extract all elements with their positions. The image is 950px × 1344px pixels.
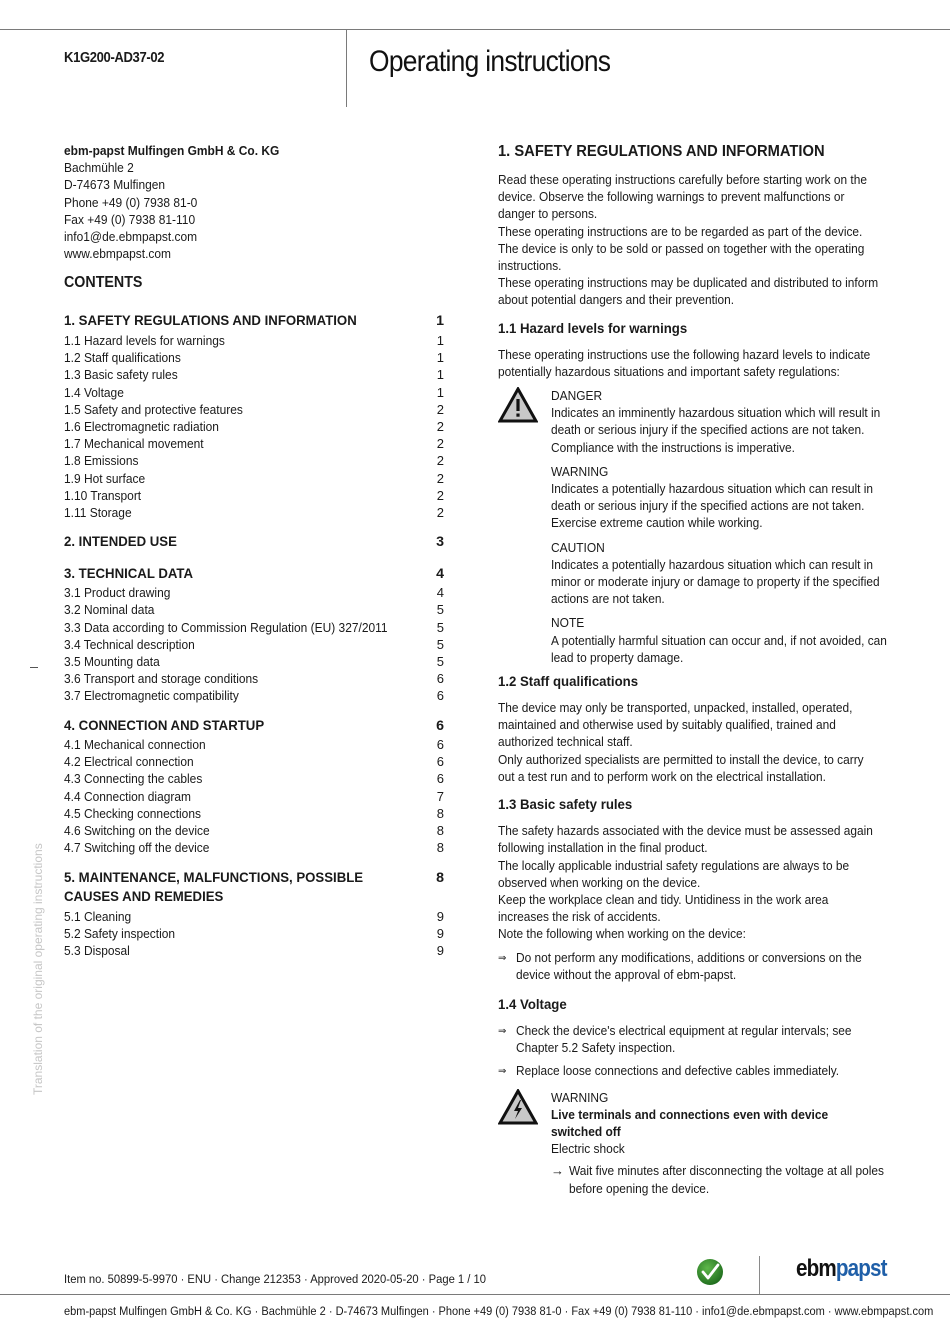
toc-page-number: 2 — [436, 418, 444, 434]
section-1-3-text — [498, 822, 893, 942]
toc-item[interactable] — [64, 401, 444, 418]
toc-item-label: 3.5 Mounting data — [64, 653, 160, 669]
toc-item[interactable] — [64, 908, 444, 925]
text-line: observed when working on the device. — [498, 874, 701, 890]
toc-item-label: 4.3 Connecting the cables — [64, 771, 203, 787]
warning-triangle-icon — [498, 387, 538, 423]
text-line: The safety hazards associated with the device must be assessed again — [498, 823, 873, 839]
toc-item[interactable] — [64, 487, 444, 504]
bullet-line: Replace loose connections and defective cables immediately. — [516, 1063, 840, 1079]
section-1-2-heading: 1.2 Staff qualifications — [498, 674, 639, 691]
toc-page-number: 2 — [436, 453, 444, 469]
toc-section — [64, 565, 444, 705]
toc-item[interactable] — [64, 736, 444, 753]
footer-rule — [0, 1294, 950, 1295]
toc-item[interactable] — [64, 942, 444, 959]
toc-page-number: 1 — [436, 384, 444, 400]
voltage-warning-action — [551, 1162, 893, 1196]
text-line: These operating instructions may be duplicated and distributed to inform — [498, 275, 879, 291]
text-line: authorized technical staff. — [498, 734, 633, 750]
section-1-3-heading: 1.3 Basic safety rules — [498, 797, 633, 814]
toc-section — [64, 717, 444, 857]
voltage-warning-bold-1: Live terminals and connections even with device — [551, 1106, 829, 1122]
toc-page-number: 9 — [436, 908, 444, 924]
toc-page-number: 2 — [436, 504, 444, 520]
toc-item-label: 5.1 Cleaning — [64, 908, 132, 924]
toc-item[interactable] — [64, 366, 444, 383]
toc-item-label: 3.2 Nominal data — [64, 602, 155, 618]
toc-item[interactable] — [64, 687, 444, 704]
toc-page-number: 6 — [436, 771, 444, 787]
text-line: out a test run and to perform work on the electrical installation. — [498, 768, 826, 784]
toc-item[interactable] — [64, 332, 444, 349]
toc-page-number: 2 — [436, 487, 444, 503]
text-line: following installation in the final product. — [498, 840, 708, 856]
hazard-level-label: DANGER — [551, 388, 603, 404]
toc-page-number: 3 — [436, 534, 444, 551]
toc-page-number: 1 — [436, 367, 444, 383]
section-1-2-text — [498, 699, 893, 785]
toc-item-label: 1.9 Hot surface — [64, 470, 146, 486]
hazard-level-label: CAUTION — [551, 539, 605, 555]
toc-page-number: 6 — [436, 671, 444, 687]
section-1-1-text — [498, 346, 893, 380]
toc-item-label: 3.3 Data according to Commission Regulation (EU) 327/2011 — [64, 619, 388, 635]
text-line: maintained and otherwise used by suitably qualified, trained and — [498, 717, 836, 733]
voltage-warning-bold-2: switched off — [551, 1123, 621, 1139]
toc-item[interactable] — [64, 822, 444, 839]
company-name: ebm-papst Mulfingen GmbH & Co. KG — [64, 143, 280, 158]
text-line: Read these operating instructions carefully before starting work on the — [498, 172, 867, 187]
hazard-description-line: Exercise extreme caution while working. — [551, 515, 763, 531]
toc-page-number: 5 — [436, 619, 444, 635]
text-line: These operating instructions use the following hazard levels to indicate — [498, 346, 871, 362]
action-line: before opening the device. — [569, 1180, 710, 1196]
hazard-danger — [551, 387, 893, 456]
toc-section-heading[interactable] — [64, 312, 444, 332]
logo-divider — [759, 1256, 760, 1294]
toc-item[interactable] — [64, 788, 444, 805]
toc-page-number: 2 — [436, 470, 444, 486]
toc-item[interactable] — [64, 805, 444, 822]
bullet-item — [498, 1062, 893, 1079]
toc-section — [64, 869, 444, 960]
action-line: Wait five minutes after disconnecting the voltage at all poles — [569, 1163, 884, 1179]
toc-item-label: 3.6 Transport and storage conditions — [64, 671, 259, 687]
company-phone: Phone +49 (0) 7938 81-0 — [64, 194, 198, 210]
toc-page-number: 2 — [436, 436, 444, 452]
toc-item[interactable] — [64, 601, 444, 618]
contents-heading: CONTENTS — [64, 274, 143, 292]
toc-item-label: 1.7 Mechanical movement — [64, 436, 204, 452]
toc-page-number: 1 — [436, 332, 444, 348]
text-line: Note the following when working on the device: — [498, 926, 746, 942]
text-line: about potential dangers and their prevention. — [498, 292, 735, 308]
voltage-warning — [498, 1089, 893, 1197]
bullet-line: Do not perform any modifications, additions or conversions on the — [516, 949, 862, 965]
toc-item[interactable] — [64, 770, 444, 787]
hazard-list — [551, 387, 893, 666]
toc-item-label: 1.5 Safety and protective features — [64, 401, 243, 417]
toc-item-label: 4.5 Checking connections — [64, 805, 201, 821]
toc-item[interactable] — [64, 619, 444, 636]
toc-section-heading[interactable] — [64, 565, 444, 585]
table-of-contents — [64, 312, 444, 959]
logo-part-papst: papst — [835, 1255, 887, 1282]
toc-item[interactable] — [64, 653, 444, 670]
section-1-text — [498, 171, 893, 309]
hazard-description-line: Indicates an imminently hazardous situation which will result in — [551, 405, 881, 421]
section-1-4-bullets — [498, 1022, 893, 1080]
toc-page-number: 8 — [436, 869, 444, 886]
text-line: Only authorized specialists are permitted to install the device, to carry — [498, 751, 864, 767]
toc-page-number: 4 — [436, 585, 444, 601]
bullet-item — [498, 949, 893, 983]
hazard-description-line: lead to property damage. — [551, 649, 684, 665]
hazard-caution — [551, 539, 893, 608]
logo-part-ebm: ebm — [796, 1255, 836, 1282]
toc-item-label: 1.6 Electromagnetic radiation — [64, 418, 219, 434]
text-line: potentially hazardous situations and important safety regulations: — [498, 363, 840, 379]
toc-page-number: 5 — [436, 602, 444, 618]
toc-page-number: 8 — [436, 805, 444, 821]
ebmpapst-logo — [796, 1255, 887, 1283]
toc-item-label: 1.4 Voltage — [64, 384, 124, 400]
toc-section-heading[interactable] — [64, 869, 444, 889]
double-arrow-icon: ⇒ — [498, 1066, 507, 1078]
bullet-line: Check the device's electrical equipment at regular intervals; see — [516, 1022, 852, 1038]
toc-page-number: 6 — [436, 737, 444, 753]
document-code: K1G200-AD37-02 — [64, 50, 165, 66]
company-fax: Fax +49 (0) 7938 81-110 — [64, 211, 196, 227]
toc-item-label: 4.7 Switching off the device — [64, 840, 210, 856]
footer-item-info: Item no. 50899-5-9970 · ENU · Change 212353 · Approved 2020-05-20 · Page 1 / 10 — [64, 1272, 486, 1286]
voltage-warning-level: WARNING — [551, 1089, 609, 1105]
toc-section — [64, 312, 444, 521]
toc-item[interactable] — [64, 504, 444, 521]
hazard-description-line: actions are not taken. — [551, 591, 665, 607]
toc-page-number: 7 — [436, 788, 444, 804]
toc-page-number: 5 — [436, 653, 444, 669]
section-1-3-bullets — [498, 949, 893, 983]
toc-item[interactable] — [64, 636, 444, 653]
hazard-description-line: Indicates a potentially hazardous situation which can result in — [551, 556, 874, 572]
double-arrow-icon: ⇒ — [498, 952, 507, 964]
toc-item[interactable] — [64, 418, 444, 435]
toc-item-label: 3.4 Technical description — [64, 636, 195, 652]
text-line: These operating instructions are to be regarded as part of the device. — [498, 223, 863, 239]
toc-page-number: 6 — [436, 754, 444, 770]
toc-item-label: 1.3 Basic safety rules — [64, 367, 178, 383]
text-line: increases the risk of accidents. — [498, 909, 661, 925]
toc-item-label: 4.2 Electrical connection — [64, 754, 194, 770]
footer-address: ebm-papst Mulfingen GmbH & Co. KG · Bachmühle 2 · D-74673 Mulfingen · Phone +49 (0) 7938 81-0 · Fax +49 (0) 7938 81-110 · info1@de.ebmpapst.com · www.ebmpapst.com — [64, 1304, 934, 1318]
hazard-description-line: Indicates a potentially hazardous situation which can result in — [551, 481, 874, 497]
toc-item-label: 4.1 Mechanical connection — [64, 737, 206, 753]
toc-section-heading-cont[interactable] — [64, 888, 444, 908]
toc-section-title: 4. CONNECTION AND STARTUP — [64, 717, 265, 734]
toc-item-label: 1.8 Emissions — [64, 453, 139, 469]
bullet-line: Chapter 5.2 Safety inspection. — [516, 1040, 676, 1056]
toc-section-title: 3. TECHNICAL DATA — [64, 565, 194, 582]
toc-item[interactable] — [64, 349, 444, 366]
header-rule — [0, 29, 950, 30]
toc-page-number: 4 — [436, 565, 444, 582]
right-column — [498, 142, 893, 1197]
toc-section-title: 1. SAFETY REGULATIONS AND INFORMATION — [64, 313, 357, 330]
toc-item-label: 3.1 Product drawing — [64, 585, 171, 601]
toc-section-title: CAUSES AND REMEDIES — [64, 889, 224, 905]
toc-item[interactable] — [64, 670, 444, 687]
toc-item-label: 3.7 Electromagnetic compatibility — [64, 688, 239, 704]
toc-item[interactable] — [64, 435, 444, 452]
toc-page-number: 1 — [436, 350, 444, 366]
text-line: instructions. — [498, 258, 562, 274]
toc-item-label: 1.1 Hazard levels for warnings — [64, 332, 225, 348]
section-1-heading: 1. SAFETY REGULATIONS AND INFORMATION — [498, 143, 825, 160]
toc-item[interactable] — [64, 839, 444, 856]
bullet-line: device without the approval of ebm-papst. — [516, 966, 737, 982]
text-line: The device is only to be sold or passed on together with the operating — [498, 240, 865, 256]
hazard-description-line: Compliance with the instructions is imperative. — [551, 439, 795, 455]
bullet-item — [498, 1022, 893, 1056]
text-line: Keep the workplace clean and tidy. Untidiness in the work area — [498, 891, 829, 907]
electric-shock-icon — [498, 1089, 538, 1125]
translation-note: Translation of the original operating instructions — [31, 843, 45, 1095]
document-title: Operating instructions — [369, 45, 611, 78]
left-column — [64, 142, 444, 971]
hazard-description-line: minor or moderate injury or damage to property if the specified — [551, 574, 880, 590]
section-1-4-heading: 1.4 Voltage — [498, 996, 567, 1013]
right-arrow-icon: → — [551, 1163, 564, 1179]
toc-section-heading[interactable] — [64, 717, 444, 737]
hazard-warning — [551, 463, 893, 532]
toc-item[interactable] — [64, 753, 444, 770]
toc-section-title: 2. INTENDED USE — [64, 534, 177, 551]
toc-item-label: 4.6 Switching on the device — [64, 823, 210, 839]
double-arrow-icon: ⇒ — [498, 1025, 507, 1037]
toc-item-label: 5.3 Disposal — [64, 942, 130, 958]
toc-item[interactable] — [64, 925, 444, 942]
toc-page-number: 6 — [436, 688, 444, 704]
greentech-badge-icon — [696, 1258, 724, 1286]
section-1-1-heading: 1.1 Hazard levels for warnings — [498, 320, 688, 337]
toc-page-number: 1 — [436, 313, 444, 330]
text-line: The device may only be transported, unpacked, installed, operated, — [498, 700, 853, 716]
text-line: device. Observe the following warnings to prevent malfunctions or — [498, 189, 845, 205]
toc-page-spacer — [430, 888, 444, 908]
toc-item-label: 1.11 Storage — [64, 504, 132, 520]
hazard-note — [551, 614, 893, 666]
text-line: danger to persons. — [498, 206, 598, 222]
text-line: The locally applicable industrial safety regulations are always to be — [498, 857, 850, 873]
toc-page-number: 8 — [436, 840, 444, 856]
company-street: Bachmühle 2 — [64, 160, 134, 176]
hazard-description-line: A potentially harmful situation can occur and, if not avoided, can — [551, 632, 887, 648]
hazard-description-line: death or serious injury if the specified actions are not taken. — [551, 422, 865, 438]
company-city: D-74673 Mulfingen — [64, 177, 166, 193]
toc-item-label: 4.4 Connection diagram — [64, 788, 191, 804]
toc-page-number: 9 — [436, 925, 444, 941]
toc-page-number: 5 — [436, 636, 444, 652]
toc-page-number: 6 — [436, 717, 444, 734]
hazard-level-label: NOTE — [551, 615, 585, 631]
company-address — [64, 142, 444, 262]
hazard-level-label: WARNING — [551, 463, 609, 479]
toc-page-number: 9 — [436, 942, 444, 958]
toc-item[interactable] — [64, 584, 444, 601]
toc-section — [64, 533, 444, 553]
toc-item[interactable] — [64, 452, 444, 469]
hazard-levels — [498, 387, 893, 666]
header-divider — [346, 29, 347, 107]
toc-item-label: 1.10 Transport — [64, 487, 142, 503]
toc-item-label: 5.2 Safety inspection — [64, 925, 176, 941]
toc-page-number: 8 — [436, 823, 444, 839]
toc-page-number: 2 — [436, 401, 444, 417]
toc-item[interactable] — [64, 470, 444, 487]
toc-item[interactable] — [64, 384, 444, 401]
toc-section-heading[interactable] — [64, 533, 444, 553]
toc-item-label: 1.2 Staff qualifications — [64, 350, 181, 366]
toc-section-title: 5. MAINTENANCE, MALFUNCTIONS, POSSIBLE — [64, 869, 364, 886]
voltage-warning-consequence: Electric shock — [551, 1141, 625, 1157]
hazard-description-line: death or serious injury if the specified actions are not taken. — [551, 498, 865, 514]
company-website[interactable]: www.ebmpapst.com — [64, 246, 172, 262]
company-email[interactable]: info1@de.ebmpapst.com — [64, 229, 198, 245]
fold-mark — [30, 667, 38, 668]
